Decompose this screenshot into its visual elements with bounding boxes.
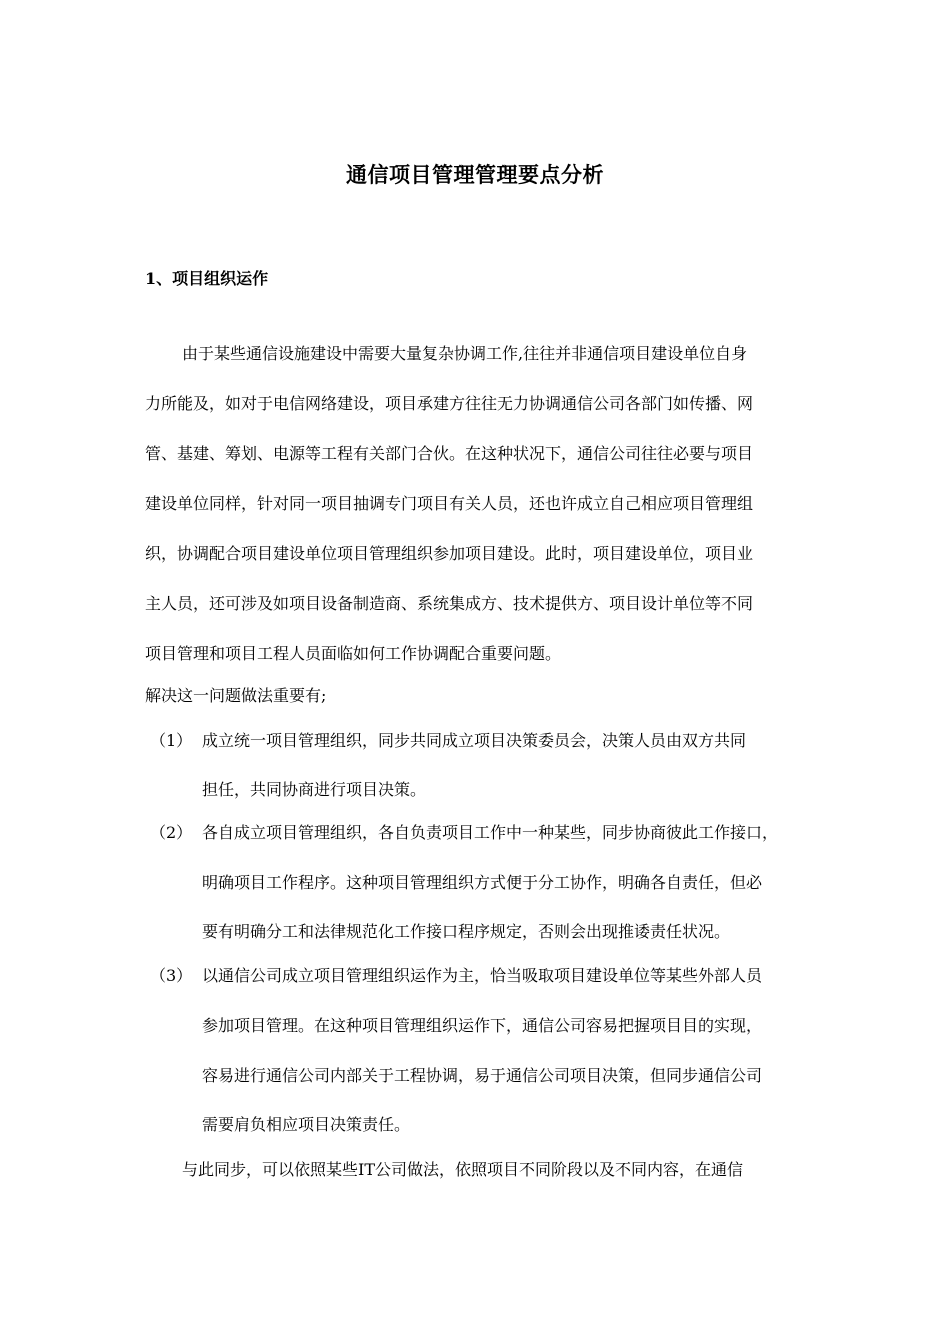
paragraph-line: 管、基建、筹划、电源等工程有关部门合伙。在这种状况下，通信公司往往必要与项目 bbox=[145, 444, 754, 463]
item-line: 成立统一项目管理组织，同步共同成立项目决策委员会，决策人员由双方共同 bbox=[202, 731, 747, 750]
paragraph-line: 织，协调配合项目建设单位项目管理组织参加项目建设。此时，项目建设单位，项目业 bbox=[145, 544, 754, 563]
section-heading: 1、项目组织运作 bbox=[145, 269, 269, 288]
item-number: （3） bbox=[150, 966, 193, 985]
paragraph-line: 由于某些通信设施建设中需要大量复杂协调工作,往往并非通信项目建设单位自身 bbox=[182, 344, 748, 363]
paragraph-line: 建设单位同样，针对同一项目抽调专门项目有关人员，还也许成立自己相应项目管理组 bbox=[145, 494, 754, 513]
item-number: （2） bbox=[150, 823, 193, 842]
paragraph-line: 项目管理和项目工程人员面临如何工作协调配合重要问题。 bbox=[145, 644, 562, 663]
lead-in-line: 解决这一问题做法重要有; bbox=[145, 686, 327, 705]
item-number: （1） bbox=[150, 731, 193, 750]
document-title: 通信项目管理管理要点分析 bbox=[346, 162, 604, 187]
paragraph-line: 力所能及，如对于电信网络建设，项目承建方往往无力协调通信公司各部门如传播、网 bbox=[145, 394, 754, 413]
item-line: 以通信公司成立项目管理组织运作为主，恰当吸取项目建设单位等某些外部人员 bbox=[202, 966, 763, 985]
item-line: 需要肩负相应项目决策责任。 bbox=[202, 1115, 411, 1134]
item-line: 要有明确分工和法律规范化工作接口程序规定，否则会出现推诿责任状况。 bbox=[202, 922, 731, 941]
item-line: 担任，共同协商进行项目决策。 bbox=[202, 780, 427, 799]
item-line: 明确项目工作程序。这种项目管理组织方式便于分工协作，明确各自责任，但必 bbox=[202, 873, 763, 892]
closing-line: 与此同步，可以依照某些IT公司做法，依照项目不同阶段以及不同内容，在通信 bbox=[182, 1160, 743, 1179]
item-line: 各自成立项目管理组织，各自负责项目工作中一种某些，同步协商彼此工作接口， bbox=[202, 823, 779, 842]
item-line: 参加项目管理。在这种项目管理组织运作下，通信公司容易把握项目目的实现， bbox=[202, 1016, 763, 1035]
item-line: 容易进行通信公司内部关于工程协调，易于通信公司项目决策，但同步通信公司 bbox=[202, 1066, 763, 1085]
paragraph-line: 主人员，还可涉及如项目设备制造商、系统集成方、技术提供方、项目设计单位等不同 bbox=[145, 594, 754, 613]
